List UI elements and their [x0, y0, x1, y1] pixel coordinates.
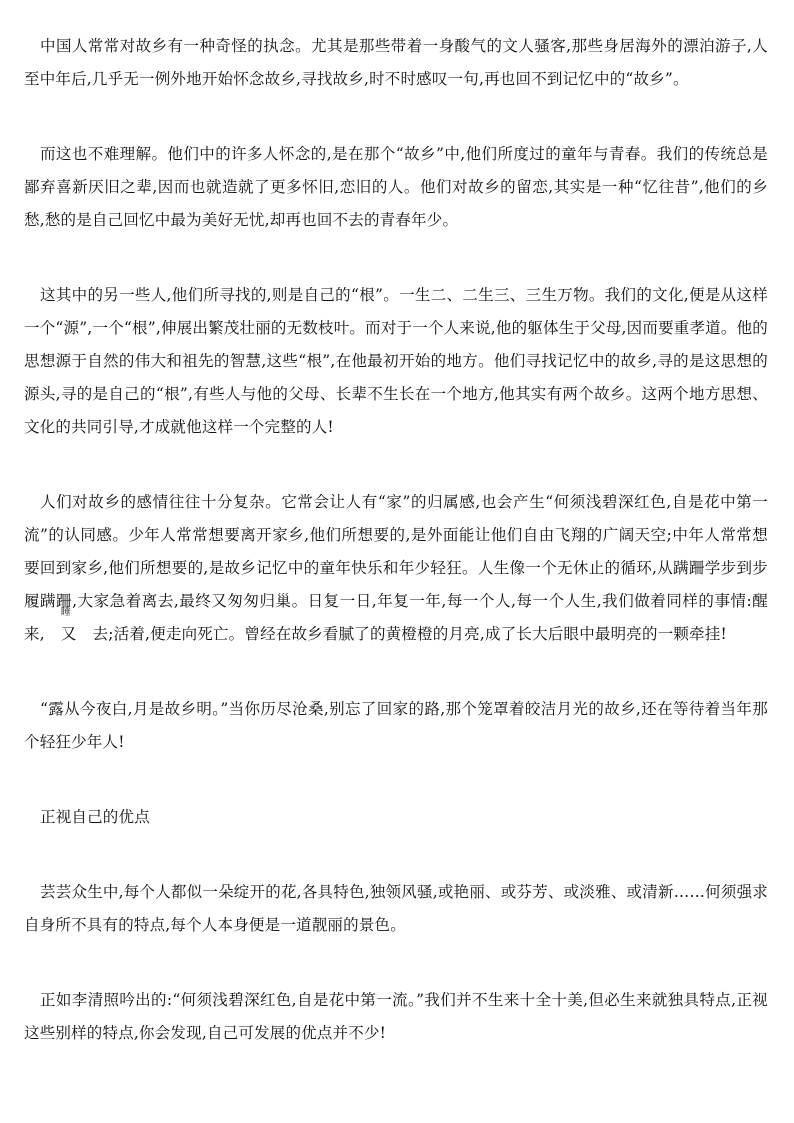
document-page — [24, 30, 768, 1092]
paragraph-4-text-before: 人们对故乡的感情往往十分复杂。它常会让人有“家”的归属感,也会产生“何须浅碧深红色,自是花中第一流”的认同感。少年人常常想要离开家乡,他们所想要的,是外面能让他们自由飞翔的广阔天空;中年人常常想要回到家乡,他们所想要的,是故乡记忆中的童年快乐和年少轻狂。人生像一个无休止的循环,从蹒跚学步到步履蹒跚,大家急着离去,最终又匆匆归巢。日复一日,年复一年,每一个人,每一个人生,我们做着同样的事情:醒来, — [24, 493, 768, 643]
paragraph-6: 芸芸众生中,每个人都似一朵绽开的花,各具特色,独领风骚,或艳丽、或芬芳、或淡雅、或清新……何须强求自身所不具有的特点,每个人本身便是一道靓丽的景色。 — [24, 883, 768, 934]
paragraph-7: 正如李清照吟出的:“何须浅碧深红色,自是花中第一流。”我们并不生来十全十美,但必生来就独具特点,正视这些别样的特点,你会发现,自己可发展的优点并不少! — [24, 991, 768, 1042]
correction-annotation-top: 睡 — [60, 607, 72, 618]
paragraph-5: “露从今夜白,月是故乡明。”当你历尽沧桑,别忘了回家的路,那个笼罩着皎洁月光的故乡,还在等待着当年那个轻狂少年人! — [24, 700, 768, 751]
paragraph-4-text-after: 去;活着,便走向死亡。曾经在故乡看腻了的黄橙橙的月亮,成了长大后眼中最明亮的一颗牵挂! — [92, 625, 727, 643]
correction-annotation-base: 又 — [60, 625, 77, 643]
section-heading: 正视自己的优点 — [40, 808, 150, 826]
paragraph-3: 这其中的另一些人,他们所寻找的,则是自己的“根”。一生二、二生三、三生万物。我们的文化,便是从这样一个“源”,一个“根”,伸展出繁茂壮丽的无数枝叶。而对于一个人来说,他的躯体生于父母,因而要重孝道。他的思想源于自然的伟大和祖先的智慧,这些“根”,在他最初开始的地方。他们寻找记忆中的故乡,寻的是这思想的源头,寻的是自己的“根”,有些人与他的父母、长辈不生长在一个地方,他其实有两个故乡。这两个地方思想、文化的共同引导,才成就他这样一个完整的人! — [24, 286, 768, 436]
correction-annotation — [45, 607, 77, 651]
paragraph-2: 而这也不难理解。他们中的许多人怀念的,是在那个“故乡”中,他们所度过的童年与青春。我们的传统总是鄙弃喜新厌旧之辈,因而也就造就了更多怀旧,恋旧的人。他们对故乡的留恋,其实是一种“忆往昔”,他们的乡愁,愁的是自己回忆中最为美好无忧,却再也回不去的青春年少。 — [24, 145, 768, 229]
paragraph-1: 中国人常常对故乡有一种奇怪的执念。尤其是那些带着一身酸气的文人骚客,那些身居海外的漂泊游子,人至中年后,几乎无一例外地开始怀念故乡,寻找故乡,时不时感叹一句,再也回不到记忆中的“故乡”。 — [24, 37, 768, 88]
paragraph-4 — [24, 486, 768, 651]
